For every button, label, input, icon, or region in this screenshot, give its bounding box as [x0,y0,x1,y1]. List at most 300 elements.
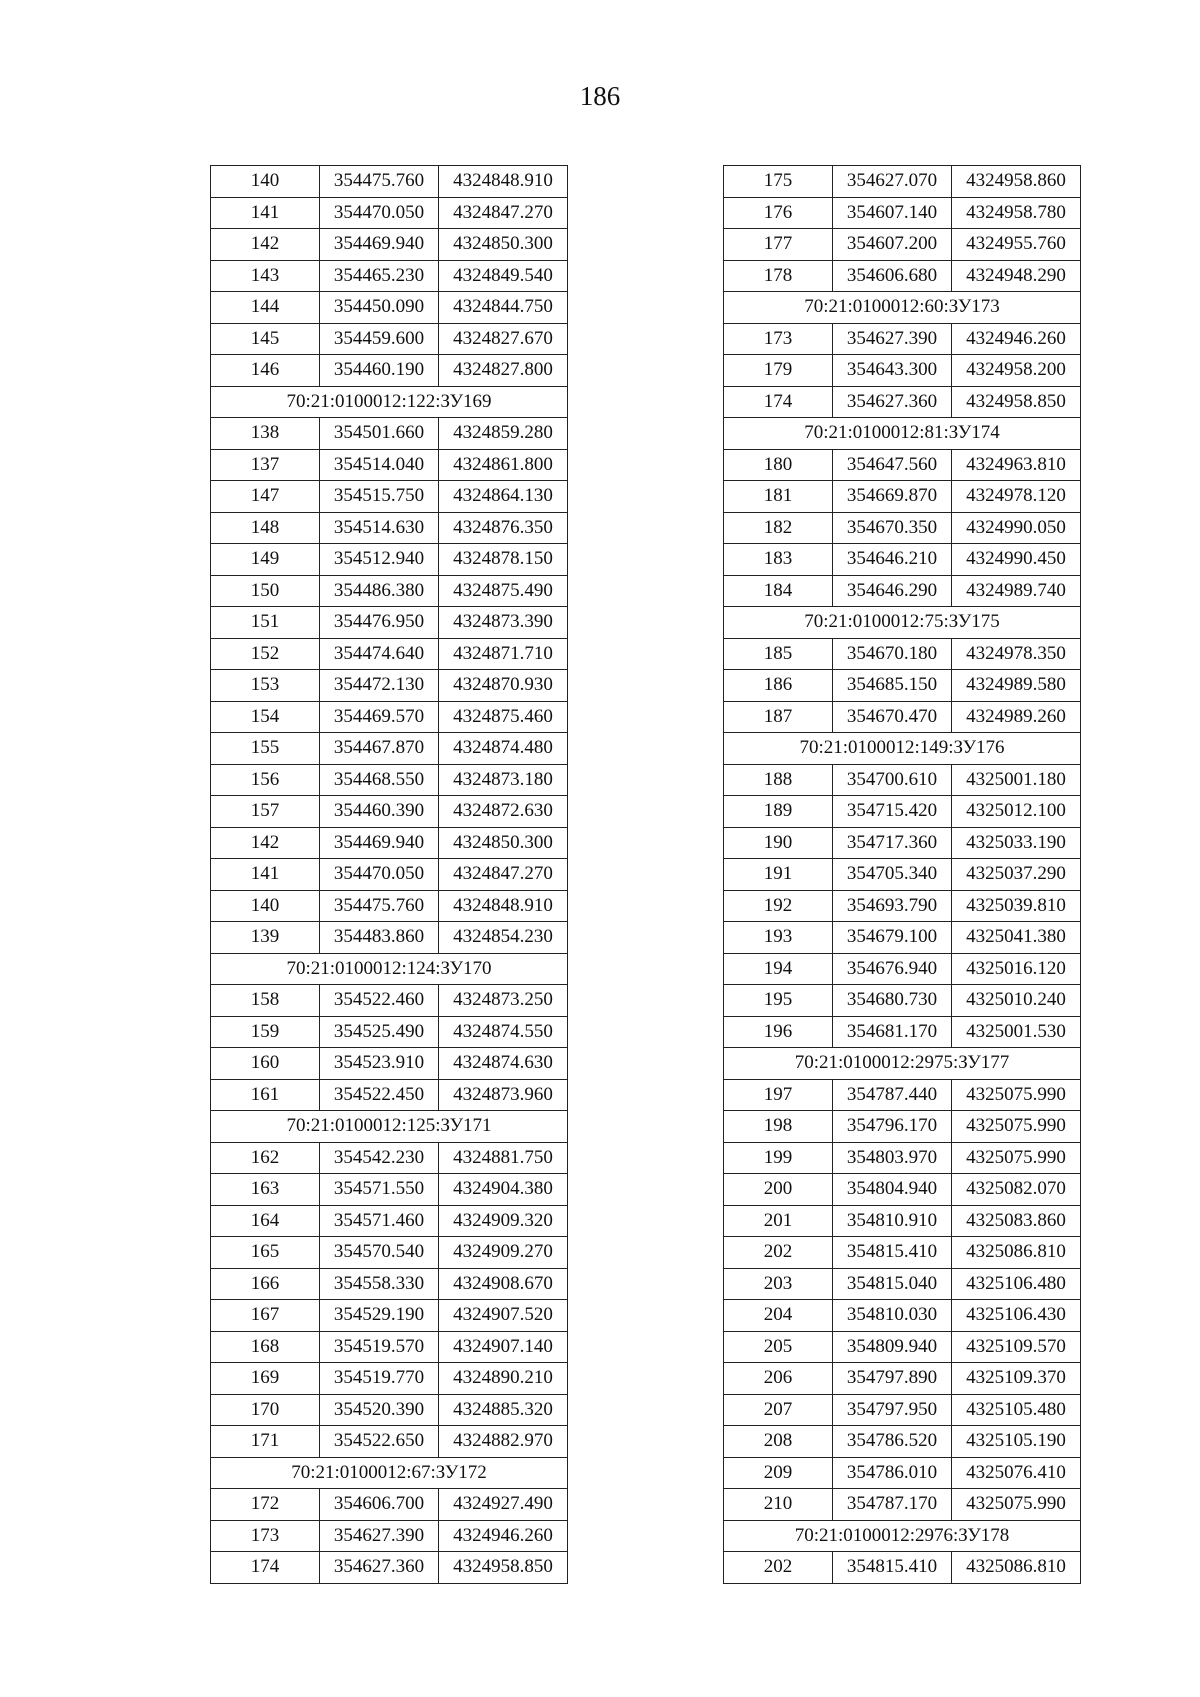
y-coordinate-cell: 4325109.570 [952,1331,1081,1363]
coordinate-row [211,890,568,922]
point-number-cell: 141 [211,859,320,891]
point-number-cell: 183 [724,544,833,576]
y-coordinate-cell: 4324978.120 [952,481,1081,513]
coordinates-table-right-body [724,166,1081,1584]
x-coordinate-cell: 354469.940 [320,827,439,859]
x-coordinate-cell: 354469.570 [320,701,439,733]
coordinate-row [724,1552,1081,1584]
y-coordinate-cell: 4324990.450 [952,544,1081,576]
x-coordinate-cell: 354470.050 [320,197,439,229]
point-number-cell: 204 [724,1300,833,1332]
point-number-cell: 196 [724,1016,833,1048]
x-coordinate-cell: 354809.940 [833,1331,952,1363]
y-coordinate-cell: 4324827.800 [439,355,568,387]
parcel-header-row [211,953,568,985]
coordinate-row [211,1237,568,1269]
coordinate-row [724,1363,1081,1395]
point-number-cell: 140 [211,890,320,922]
coordinate-row [724,670,1081,702]
coordinate-row [211,701,568,733]
coordinate-row [724,1268,1081,1300]
point-number-cell: 209 [724,1457,833,1489]
coordinate-row [724,1174,1081,1206]
coordinate-row [211,670,568,702]
x-coordinate-cell: 354679.100 [833,922,952,954]
coordinate-row [724,386,1081,418]
point-number-cell: 163 [211,1174,320,1206]
y-coordinate-cell: 4324990.050 [952,512,1081,544]
x-coordinate-cell: 354627.390 [320,1520,439,1552]
point-number-cell: 193 [724,922,833,954]
point-number-cell: 202 [724,1237,833,1269]
x-coordinate-cell: 354717.360 [833,827,952,859]
point-number-cell: 185 [724,638,833,670]
coordinate-row [211,292,568,324]
point-number-cell: 139 [211,922,320,954]
x-coordinate-cell: 354475.760 [320,890,439,922]
point-number-cell: 147 [211,481,320,513]
point-number-cell: 160 [211,1048,320,1080]
coordinate-row [211,1331,568,1363]
coordinate-row [211,166,568,198]
coordinate-row [211,827,568,859]
y-coordinate-cell: 4324874.630 [439,1048,568,1080]
point-number-cell: 164 [211,1205,320,1237]
x-coordinate-cell: 354797.890 [833,1363,952,1395]
coordinate-row [211,1552,568,1584]
x-coordinate-cell: 354514.040 [320,449,439,481]
point-number-cell: 179 [724,355,833,387]
coordinate-row [211,1142,568,1174]
y-coordinate-cell: 4325075.990 [952,1079,1081,1111]
x-coordinate-cell: 354681.170 [833,1016,952,1048]
point-number-cell: 174 [211,1552,320,1584]
coordinate-row [724,1426,1081,1458]
y-coordinate-cell: 4324844.750 [439,292,568,324]
y-coordinate-cell: 4324848.910 [439,166,568,198]
parcel-cadastral-number: 70:21:0100012:122:ЗУ169 [211,386,568,418]
parcel-header-row [211,1111,568,1143]
point-number-cell: 151 [211,607,320,639]
point-number-cell: 168 [211,1331,320,1363]
point-number-cell: 155 [211,733,320,765]
x-coordinate-cell: 354558.330 [320,1268,439,1300]
parcel-cadastral-number: 70:21:0100012:124:ЗУ170 [211,953,568,985]
x-coordinate-cell: 354525.490 [320,1016,439,1048]
x-coordinate-cell: 354669.870 [833,481,952,513]
point-number-cell: 181 [724,481,833,513]
point-number-cell: 171 [211,1426,320,1458]
point-number-cell: 172 [211,1489,320,1521]
coordinate-row [724,953,1081,985]
x-coordinate-cell: 354486.380 [320,575,439,607]
y-coordinate-cell: 4324909.270 [439,1237,568,1269]
coordinate-row [211,260,568,292]
coordinate-row [724,1457,1081,1489]
y-coordinate-cell: 4324963.810 [952,449,1081,481]
coordinate-row [211,355,568,387]
parcel-header-row [724,418,1081,450]
y-coordinate-cell: 4324904.380 [439,1174,568,1206]
y-coordinate-cell: 4324958.200 [952,355,1081,387]
point-number-cell: 152 [211,638,320,670]
y-coordinate-cell: 4324958.860 [952,166,1081,198]
y-coordinate-cell: 4325076.410 [952,1457,1081,1489]
x-coordinate-cell: 354627.360 [320,1552,439,1584]
x-coordinate-cell: 354542.230 [320,1142,439,1174]
coordinate-row [724,449,1081,481]
coordinate-row [724,1016,1081,1048]
x-coordinate-cell: 354469.940 [320,229,439,261]
coordinate-row [724,1237,1081,1269]
y-coordinate-cell: 4324955.760 [952,229,1081,261]
y-coordinate-cell: 4324907.140 [439,1331,568,1363]
point-number-cell: 190 [724,827,833,859]
y-coordinate-cell: 4325109.370 [952,1363,1081,1395]
coordinate-row [211,449,568,481]
point-number-cell: 197 [724,1079,833,1111]
coordinates-table-left-body [211,166,568,1584]
y-coordinate-cell: 4324881.750 [439,1142,568,1174]
point-number-cell: 157 [211,796,320,828]
point-number-cell: 146 [211,355,320,387]
point-number-cell: 169 [211,1363,320,1395]
x-coordinate-cell: 354476.950 [320,607,439,639]
point-number-cell: 210 [724,1489,833,1521]
coordinate-row [211,323,568,355]
point-number-cell: 144 [211,292,320,324]
x-coordinate-cell: 354676.940 [833,953,952,985]
x-coordinate-cell: 354705.340 [833,859,952,891]
y-coordinate-cell: 4324871.710 [439,638,568,670]
x-coordinate-cell: 354522.650 [320,1426,439,1458]
x-coordinate-cell: 354460.190 [320,355,439,387]
x-coordinate-cell: 354627.390 [833,323,952,355]
coordinate-row [211,1268,568,1300]
y-coordinate-cell: 4325105.190 [952,1426,1081,1458]
coordinate-row [211,1394,568,1426]
y-coordinate-cell: 4324908.670 [439,1268,568,1300]
x-coordinate-cell: 354815.410 [833,1552,952,1584]
point-number-cell: 199 [724,1142,833,1174]
coordinate-row [724,1079,1081,1111]
point-number-cell: 159 [211,1016,320,1048]
parcel-header-row [724,733,1081,765]
y-coordinate-cell: 4325039.810 [952,890,1081,922]
coordinate-row [211,229,568,261]
x-coordinate-cell: 354815.040 [833,1268,952,1300]
y-coordinate-cell: 4325083.860 [952,1205,1081,1237]
coordinate-row [211,1300,568,1332]
coordinate-row [211,859,568,891]
point-number-cell: 184 [724,575,833,607]
point-number-cell: 148 [211,512,320,544]
x-coordinate-cell: 354515.750 [320,481,439,513]
y-coordinate-cell: 4324946.260 [952,323,1081,355]
coordinate-row [211,481,568,513]
point-number-cell: 207 [724,1394,833,1426]
x-coordinate-cell: 354796.170 [833,1111,952,1143]
x-coordinate-cell: 354787.440 [833,1079,952,1111]
y-coordinate-cell: 4324989.740 [952,575,1081,607]
x-coordinate-cell: 354450.090 [320,292,439,324]
point-number-cell: 178 [724,260,833,292]
x-coordinate-cell: 354670.470 [833,701,952,733]
y-coordinate-cell: 4324958.850 [952,386,1081,418]
coordinate-row [724,1394,1081,1426]
x-coordinate-cell: 354470.050 [320,859,439,891]
point-number-cell: 137 [211,449,320,481]
y-coordinate-cell: 4324827.670 [439,323,568,355]
x-coordinate-cell: 354529.190 [320,1300,439,1332]
point-number-cell: 200 [724,1174,833,1206]
y-coordinate-cell: 4324882.970 [439,1426,568,1458]
y-coordinate-cell: 4325012.100 [952,796,1081,828]
x-coordinate-cell: 354468.550 [320,764,439,796]
y-coordinate-cell: 4324948.290 [952,260,1081,292]
parcel-header-row [724,1520,1081,1552]
parcel-cadastral-number: 70:21:0100012:67:ЗУ172 [211,1457,568,1489]
point-number-cell: 208 [724,1426,833,1458]
point-number-cell: 187 [724,701,833,733]
x-coordinate-cell: 354647.560 [833,449,952,481]
coordinate-row [724,1331,1081,1363]
x-coordinate-cell: 354646.210 [833,544,952,576]
coordinate-row [724,323,1081,355]
point-number-cell: 141 [211,197,320,229]
x-coordinate-cell: 354810.030 [833,1300,952,1332]
coordinate-row [724,638,1081,670]
point-number-cell: 167 [211,1300,320,1332]
coordinate-row [724,481,1081,513]
parcel-cadastral-number: 70:21:0100012:75:ЗУ175 [724,607,1081,639]
y-coordinate-cell: 4325075.990 [952,1489,1081,1521]
point-number-cell: 156 [211,764,320,796]
x-coordinate-cell: 354715.420 [833,796,952,828]
point-number-cell: 186 [724,670,833,702]
x-coordinate-cell: 354501.660 [320,418,439,450]
coordinate-row [724,1205,1081,1237]
point-number-cell: 195 [724,985,833,1017]
coordinate-row [724,229,1081,261]
point-number-cell: 173 [724,323,833,355]
y-coordinate-cell: 4324958.850 [439,1552,568,1584]
coordinate-row [211,733,568,765]
y-coordinate-cell: 4324847.270 [439,859,568,891]
y-coordinate-cell: 4324989.580 [952,670,1081,702]
x-coordinate-cell: 354472.130 [320,670,439,702]
y-coordinate-cell: 4325001.530 [952,1016,1081,1048]
parcel-header-row [211,386,568,418]
y-coordinate-cell: 4324927.490 [439,1489,568,1521]
x-coordinate-cell: 354571.550 [320,1174,439,1206]
x-coordinate-cell: 354627.360 [833,386,952,418]
x-coordinate-cell: 354467.870 [320,733,439,765]
parcel-header-row [724,292,1081,324]
point-number-cell: 153 [211,670,320,702]
y-coordinate-cell: 4325033.190 [952,827,1081,859]
x-coordinate-cell: 354786.010 [833,1457,952,1489]
x-coordinate-cell: 354787.170 [833,1489,952,1521]
coordinate-row [724,764,1081,796]
coordinate-row [211,544,568,576]
point-number-cell: 175 [724,166,833,198]
x-coordinate-cell: 354607.140 [833,197,952,229]
coordinate-row [724,796,1081,828]
y-coordinate-cell: 4324874.480 [439,733,568,765]
point-number-cell: 201 [724,1205,833,1237]
parcel-header-row [211,1457,568,1489]
y-coordinate-cell: 4325010.240 [952,985,1081,1017]
point-number-cell: 140 [211,166,320,198]
coordinates-table-left [210,165,568,1584]
coordinate-row [211,418,568,450]
y-coordinate-cell: 4325106.480 [952,1268,1081,1300]
x-coordinate-cell: 354700.610 [833,764,952,796]
x-coordinate-cell: 354646.290 [833,575,952,607]
y-coordinate-cell: 4324958.780 [952,197,1081,229]
y-coordinate-cell: 4324909.320 [439,1205,568,1237]
point-number-cell: 191 [724,859,833,891]
point-number-cell: 162 [211,1142,320,1174]
x-coordinate-cell: 354522.460 [320,985,439,1017]
y-coordinate-cell: 4324885.320 [439,1394,568,1426]
point-number-cell: 149 [211,544,320,576]
x-coordinate-cell: 354519.570 [320,1331,439,1363]
point-number-cell: 145 [211,323,320,355]
parcel-cadastral-number: 70:21:0100012:149:ЗУ176 [724,733,1081,765]
y-coordinate-cell: 4325105.480 [952,1394,1081,1426]
x-coordinate-cell: 354519.770 [320,1363,439,1395]
point-number-cell: 174 [724,386,833,418]
coordinate-row [211,197,568,229]
coordinate-row [724,1489,1081,1521]
coordinates-table-right [723,165,1081,1584]
point-number-cell: 202 [724,1552,833,1584]
x-coordinate-cell: 354474.640 [320,638,439,670]
y-coordinate-cell: 4324850.300 [439,229,568,261]
x-coordinate-cell: 354670.350 [833,512,952,544]
x-coordinate-cell: 354803.970 [833,1142,952,1174]
coordinate-row [211,1489,568,1521]
y-coordinate-cell: 4324873.250 [439,985,568,1017]
parcel-cadastral-number: 70:21:0100012:81:ЗУ174 [724,418,1081,450]
coordinate-row [211,638,568,670]
coordinate-row [211,1016,568,1048]
coordinate-row [724,922,1081,954]
coordinate-row [724,512,1081,544]
y-coordinate-cell: 4324849.540 [439,260,568,292]
coordinate-row [724,197,1081,229]
y-coordinate-cell: 4324864.130 [439,481,568,513]
coordinate-row [211,1174,568,1206]
point-number-cell: 143 [211,260,320,292]
coordinate-row [211,985,568,1017]
coordinate-row [211,607,568,639]
point-number-cell: 158 [211,985,320,1017]
point-number-cell: 198 [724,1111,833,1143]
x-coordinate-cell: 354522.450 [320,1079,439,1111]
y-coordinate-cell: 4325001.180 [952,764,1081,796]
coordinate-row [211,575,568,607]
point-number-cell: 180 [724,449,833,481]
point-number-cell: 154 [211,701,320,733]
y-coordinate-cell: 4324873.390 [439,607,568,639]
coordinate-row [724,701,1081,733]
x-coordinate-cell: 354475.760 [320,166,439,198]
coordinate-row [211,1363,568,1395]
x-coordinate-cell: 354460.390 [320,796,439,828]
y-coordinate-cell: 4324848.910 [439,890,568,922]
point-number-cell: 205 [724,1331,833,1363]
coordinate-row [724,1111,1081,1143]
y-coordinate-cell: 4325075.990 [952,1111,1081,1143]
x-coordinate-cell: 354693.790 [833,890,952,922]
y-coordinate-cell: 4325016.120 [952,953,1081,985]
y-coordinate-cell: 4324878.150 [439,544,568,576]
y-coordinate-cell: 4325041.380 [952,922,1081,954]
y-coordinate-cell: 4324978.350 [952,638,1081,670]
point-number-cell: 176 [724,197,833,229]
x-coordinate-cell: 354670.180 [833,638,952,670]
point-number-cell: 170 [211,1394,320,1426]
point-number-cell: 192 [724,890,833,922]
coordinate-row [211,1205,568,1237]
coordinate-row [211,1520,568,1552]
y-coordinate-cell: 4324875.460 [439,701,568,733]
point-number-cell: 173 [211,1520,320,1552]
y-coordinate-cell: 4324861.800 [439,449,568,481]
point-number-cell: 150 [211,575,320,607]
y-coordinate-cell: 4324873.180 [439,764,568,796]
coordinate-row [724,1300,1081,1332]
coordinate-row [724,260,1081,292]
coordinate-row [724,859,1081,891]
x-coordinate-cell: 354512.940 [320,544,439,576]
coordinate-row [211,796,568,828]
y-coordinate-cell: 4325086.810 [952,1552,1081,1584]
coordinate-row [724,1142,1081,1174]
y-coordinate-cell: 4324872.630 [439,796,568,828]
x-coordinate-cell: 354483.860 [320,922,439,954]
y-coordinate-cell: 4324854.230 [439,922,568,954]
point-number-cell: 206 [724,1363,833,1395]
parcel-header-row [724,607,1081,639]
point-number-cell: 161 [211,1079,320,1111]
y-coordinate-cell: 4325106.430 [952,1300,1081,1332]
x-coordinate-cell: 354627.070 [833,166,952,198]
coordinate-row [211,1079,568,1111]
x-coordinate-cell: 354680.730 [833,985,952,1017]
point-number-cell: 138 [211,418,320,450]
y-coordinate-cell: 4324890.210 [439,1363,568,1395]
parcel-header-row [724,1048,1081,1080]
y-coordinate-cell: 4325075.990 [952,1142,1081,1174]
y-coordinate-cell: 4325086.810 [952,1237,1081,1269]
y-coordinate-cell: 4325037.290 [952,859,1081,891]
coordinate-row [724,985,1081,1017]
coordinate-row [724,544,1081,576]
coordinate-row [724,827,1081,859]
x-coordinate-cell: 354643.300 [833,355,952,387]
point-number-cell: 165 [211,1237,320,1269]
x-coordinate-cell: 354810.910 [833,1205,952,1237]
x-coordinate-cell: 354459.600 [320,323,439,355]
y-coordinate-cell: 4324870.930 [439,670,568,702]
y-coordinate-cell: 4324850.300 [439,827,568,859]
y-coordinate-cell: 4324873.960 [439,1079,568,1111]
parcel-cadastral-number: 70:21:0100012:60:ЗУ173 [724,292,1081,324]
